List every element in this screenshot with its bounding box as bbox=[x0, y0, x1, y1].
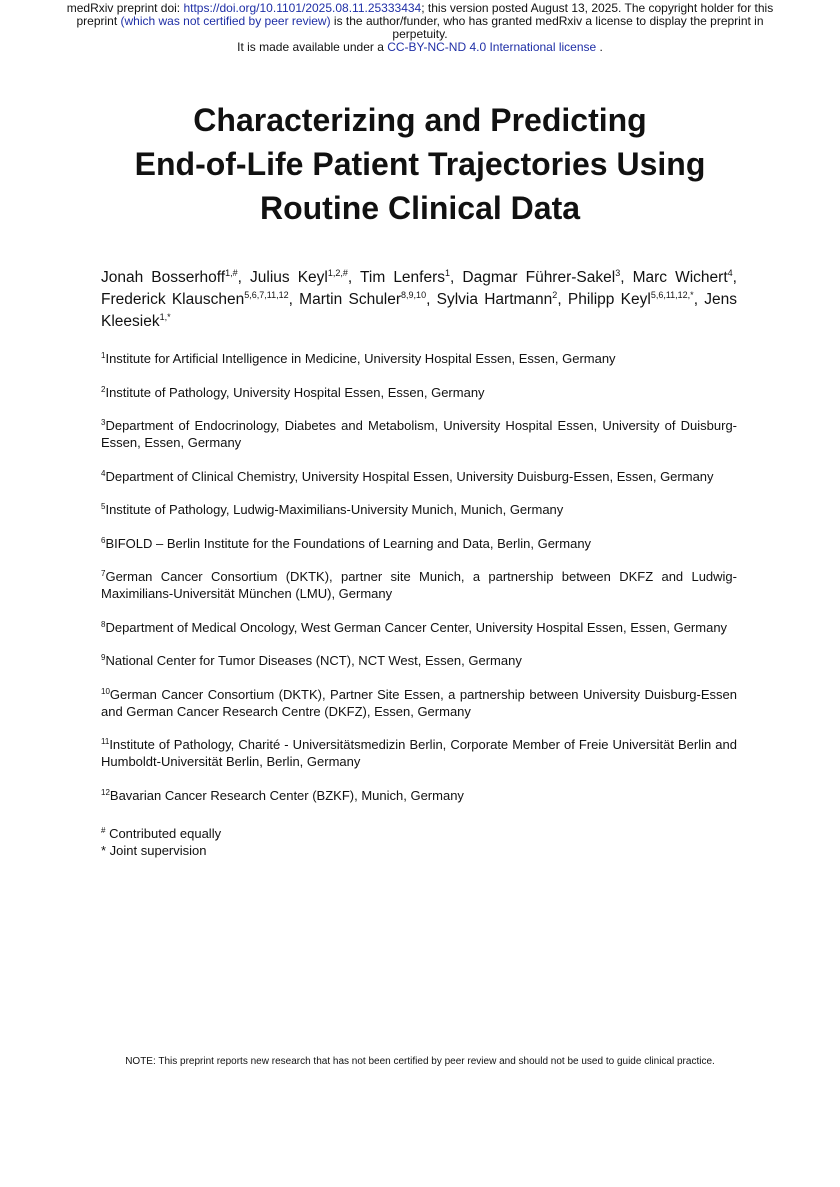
author: Philipp Keyl$^{5,6,11,12,*}$ bbox=[567, 290, 694, 308]
header-line-4 bbox=[0, 41, 840, 54]
contributed-equally-note: # Contributed equally bbox=[101, 826, 222, 841]
paper-title bbox=[0, 98, 840, 230]
author-notes bbox=[101, 825, 737, 859]
line2-prefix: preprint bbox=[76, 14, 121, 28]
header-line-3: perpetuity. bbox=[392, 27, 448, 41]
preprint-header bbox=[0, 2, 840, 54]
license-link[interactable]: CC-BY-NC-ND 4.0 International license bbox=[387, 40, 597, 54]
title-line-1: Characterizing and Predicting bbox=[193, 102, 647, 138]
doi-link[interactable]: https://doi.org/10.1101/2025.08.11.25333434 bbox=[183, 1, 422, 15]
license-suffix: . bbox=[596, 40, 603, 54]
author: Tim Lenfers$^1$ bbox=[360, 268, 451, 286]
author: Sylvia Hartmann$^2$ bbox=[436, 290, 558, 308]
author: Marc Wichert$^4$ bbox=[632, 268, 733, 286]
affiliation: $^7$German Cancer Consortium (DKTK), partner site Munich, a partnership between DKFZ and Ludwig-Maximilians-Universität München (LMU), Germany bbox=[101, 569, 737, 601]
affiliation: $^1$Institute for Artificial Intelligence in Medicine, University Hospital Essen, Essen, Germany bbox=[101, 351, 616, 366]
author: Jens Kleesiek$^{1,*}$ bbox=[101, 291, 737, 330]
author: Dagmar Führer-Sakel$^3$ bbox=[462, 268, 621, 286]
affiliation: $^4$Department of Clinical Chemistry, University Hospital Essen, University Duisburg-Essen, Essen, Germany bbox=[101, 468, 714, 484]
preprint-footer-note: NOTE: This preprint reports new research that has not been certified by peer review and should not be used to guide clinical practice. bbox=[125, 1056, 715, 1067]
license-prefix: It is made available under a bbox=[237, 40, 388, 54]
affiliation: $^9$National Center for Tumor Diseases (NCT), NCT West, Essen, Germany bbox=[101, 653, 522, 668]
affiliation: $^3$Department of Endocrinology, Diabetes and Metabolism, University Hospital Essen, University of Duisburg-Essen, Essen, Germany bbox=[101, 418, 737, 450]
affiliation: $^5$Institute of Pathology, Ludwig-Maximilians-University Munich, Munich, Germany bbox=[101, 502, 564, 517]
joint-supervision-note: * Joint supervision bbox=[101, 843, 207, 858]
author: Julius Keyl$^{1,2,\#}$ bbox=[250, 268, 348, 286]
doi-suffix: ; this version posted August 13, 2025. The copyright holder for this bbox=[421, 1, 774, 15]
title-line-3: Routine Clinical Data bbox=[259, 190, 581, 226]
affiliation: $^{12}$Bavarian Cancer Research Center (BZKF), Munich, Germany bbox=[101, 787, 464, 803]
line2-suffix: is the author/funder, who has granted medRxiv a license to display the preprint in bbox=[330, 14, 764, 28]
author-list: Jonah Bosserhoff$^{1,\#}$, Julius Keyl$^{1,2,\#}$, Tim Lenfers$^1$, Dagmar Führer-Sakel$^3$, Marc Wichert$^4$, Frederick Klauschen$^{5,6,7,11,12}$, Martin Schuler$^{8,9,10}$, Sylvia Hartmann$^2$, Philipp Keyl$^{5,6,11,12,*}$, Jens Kleesiek$^{1,*}$ bbox=[101, 268, 737, 330]
affiliation-list bbox=[101, 350, 737, 820]
author: Martin Schuler$^{8,9,10}$ bbox=[299, 290, 427, 308]
peer-review-note: (which was not certified by peer review) bbox=[120, 14, 331, 28]
affiliation: $^8$Department of Medical Oncology, West German Cancer Center, University Hospital Essen, Essen, Germany bbox=[101, 619, 728, 635]
doi-prefix: medRxiv preprint doi: bbox=[66, 1, 184, 15]
affiliation: $^2$Institute of Pathology, University Hospital Essen, Essen, Germany bbox=[101, 384, 485, 400]
author: Frederick Klauschen$^{5,6,7,11,12}$ bbox=[101, 290, 289, 308]
affiliation: $^6$BIFOLD – Berlin Institute for the Foundations of Learning and Data, Berlin, Germany bbox=[101, 535, 592, 551]
affiliation: $^{11}$Institute of Pathology, Charité - Universitätsmedizin Berlin, Corporate Member of Freie Universität Berlin and Humboldt-Universität Berlin, Berlin, Germany bbox=[101, 737, 737, 769]
title-line-2: End-of-Life Patient Trajectories Using bbox=[134, 146, 706, 182]
author: Jonah Bosserhoff$^{1,\#}$ bbox=[101, 268, 238, 286]
affiliation: $^{10}$German Cancer Consortium (DKTK), Partner Site Essen, a partnership between University Duisburg-Essen and German Cancer Research Centre (DKFZ), Essen, Germany bbox=[101, 686, 737, 719]
